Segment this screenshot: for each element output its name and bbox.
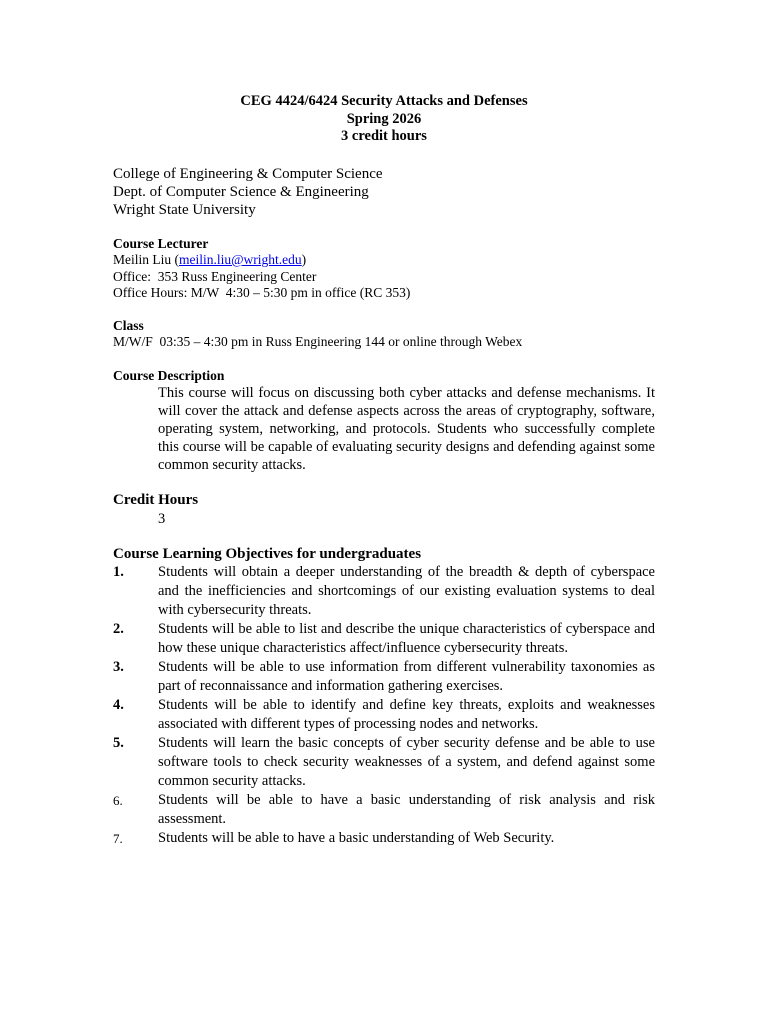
list-item-number: 3. (113, 659, 124, 675)
list-item (113, 658, 655, 696)
list-item (113, 696, 655, 734)
list-item-text: Students will be able to have a basic understanding of risk analysis and risk assessment. (158, 792, 655, 827)
list-item (113, 734, 655, 791)
list-item-number: 7. (113, 831, 123, 846)
lecturer-section (113, 236, 655, 302)
description-heading: Course Description (113, 367, 225, 383)
class-heading: Class (113, 317, 144, 333)
credit-hours-heading: Credit Hours (113, 492, 199, 508)
list-item-text: Students will be able to identify and define key threats, exploits and weaknesses associated with different types of processing nodes and networks. (158, 697, 655, 732)
lecturer-email-link[interactable]: meilin.liu@wright.edu (179, 252, 302, 267)
description-section (113, 368, 655, 475)
list-item (113, 791, 655, 829)
list-item-text: Students will be able to use information from different vulnerability taxonomies as part of reconnaissance and information gathering exercises. (158, 659, 655, 694)
objectives-heading: Course Learning Objectives for undergraduates (113, 545, 422, 562)
lecturer-heading: Course Lecturer (113, 235, 209, 251)
list-item-number: 2. (113, 621, 124, 637)
objectives-list (113, 563, 655, 848)
title-block (113, 93, 655, 146)
list-item-text: Students will obtain a deeper understanding of the breadth & depth of cyberspace and the inefficiencies and shortcomings of our existing evaluation systems to deal with cybersecurity threats. (158, 564, 655, 618)
class-section (113, 318, 655, 351)
lecturer-name-suffix: ) (301, 252, 307, 267)
list-item-number: 1. (113, 564, 124, 580)
list-item-text: Students will be able to list and describe the unique characteristics of cyberspace and how these unique characteristics affect/influence cybersecurity threats. (158, 621, 655, 656)
course-term: Spring 2026 (346, 110, 422, 127)
list-item-text: Students will learn the basic concepts of cyber security defense and be able to use software tools to check security weaknesses of a system, and defend against some common security attacks. (158, 735, 655, 789)
course-title: CEG 4424/6424 Security Attacks and Defenses (240, 93, 528, 109)
institution-block (113, 165, 655, 219)
lecturer-office-hours: Office Hours: M/W 4:30 – 5:30 pm in office (RC 353) (113, 285, 411, 300)
lecturer-name: Meilin Liu ( (113, 252, 179, 267)
list-item-number: 5. (113, 735, 124, 751)
list-item (113, 563, 655, 620)
list-item (113, 829, 655, 848)
list-item-number: 6. (113, 793, 123, 808)
course-credits-line: 3 credit hours (341, 128, 427, 144)
list-item (113, 620, 655, 658)
objectives-section (113, 545, 655, 849)
list-item-text: Students will be able to have a basic understanding of Web Security. (158, 830, 555, 846)
credit-hours-section (113, 491, 655, 528)
lecturer-office: Office: 353 Russ Engineering Center (113, 268, 317, 284)
lecturer-name-line (113, 252, 655, 269)
description-text: This course will focus on discussing both cyber attacks and defense mechanisms. It will cover the attack and defense aspects across the areas of cryptography, software, operating system, networking, and protocols. Students who successfully complete this course will be capable of evaluating security designs and defending against some common security attacks. (158, 385, 655, 473)
class-schedule: M/W/F 03:35 – 4:30 pm in Russ Engineering 144 or online through Webex (113, 334, 523, 349)
college-name: College of Engineering & Computer Science (113, 165, 383, 182)
syllabus-page (113, 93, 655, 848)
list-item-number: 4. (113, 697, 124, 713)
university-name: Wright State University (113, 201, 256, 218)
credit-hours-value: 3 (158, 510, 166, 527)
department-name: Dept. of Computer Science & Engineering (113, 183, 369, 200)
